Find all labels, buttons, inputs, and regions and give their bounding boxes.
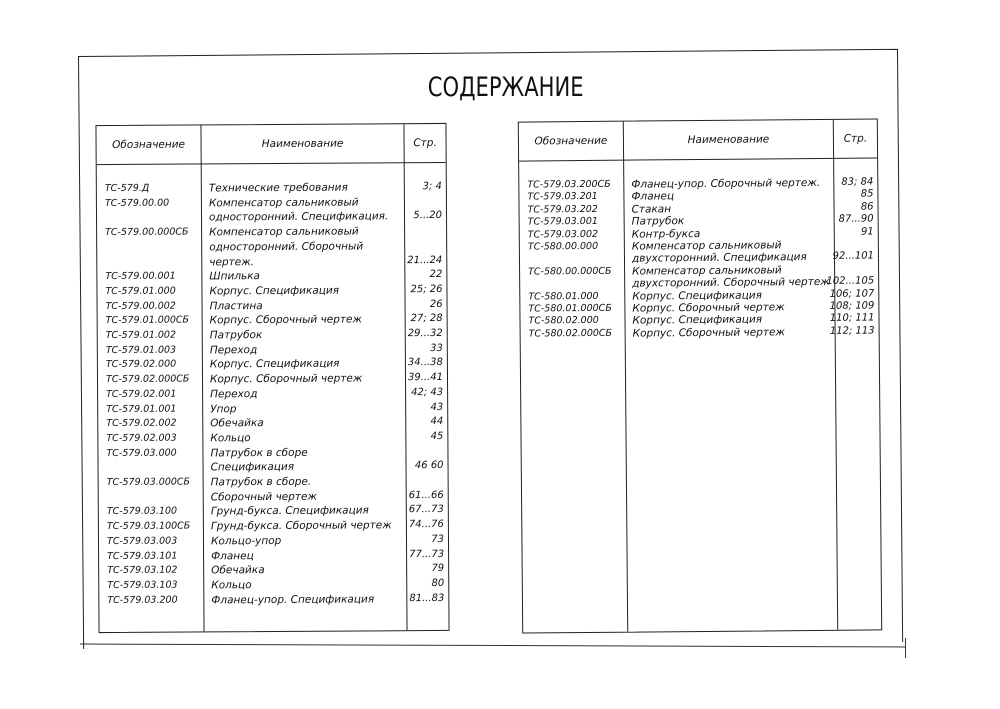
row-designation: ТС-579.00.002 bbox=[105, 300, 176, 312]
row-designation: ТС-580.01.000 bbox=[528, 290, 599, 303]
row-name: Обечайка bbox=[210, 417, 264, 430]
row-name: Фланец bbox=[631, 190, 675, 203]
row-name: Шпилька bbox=[209, 270, 261, 283]
row-page: 112; 113 bbox=[829, 325, 875, 337]
row-name: Переход bbox=[209, 343, 258, 357]
row-designation: ТС-580.00.000СБ bbox=[528, 265, 612, 278]
row-designation: ТС-579.03.102 bbox=[107, 564, 178, 577]
row-page: 77...73 bbox=[409, 548, 445, 560]
row-designation: ТС-579.Д bbox=[104, 182, 150, 195]
row-designation: ТС-579.01.003 bbox=[105, 344, 177, 356]
row-name: Компенсатор сальниковый bbox=[209, 225, 359, 239]
row-name: Кольцо bbox=[210, 432, 251, 445]
row-designation: ТС-579.03.000СБ bbox=[106, 476, 191, 489]
contents-table-left bbox=[95, 123, 449, 633]
row-page: 21...24 bbox=[407, 254, 443, 266]
row-name: Корпус. Сборочный чертеж bbox=[209, 313, 362, 327]
row-page: 86 bbox=[860, 201, 874, 213]
row-name: Сборочный чертеж bbox=[210, 490, 317, 504]
row-designation: ТС-579.03.002 bbox=[527, 228, 599, 241]
row-designation: ТС-579.03.200СБ bbox=[527, 178, 611, 191]
table-row bbox=[98, 372, 447, 386]
row-page: 43 bbox=[430, 401, 444, 413]
table-row bbox=[98, 446, 447, 460]
page-title: СОДЕРЖАНИЕ bbox=[427, 72, 584, 103]
row-name: двухсторонний. Сборочный чертеж bbox=[632, 276, 830, 290]
row-name: Упор bbox=[210, 402, 237, 415]
row-name: Патрубок bbox=[631, 215, 685, 228]
row-name: Кольцо bbox=[211, 579, 252, 592]
row-designation: ТС-579.01.001 bbox=[106, 403, 177, 415]
table-row bbox=[99, 519, 448, 533]
row-designation: ТС-579.03.101 bbox=[107, 550, 178, 562]
row-designation: ТС-579.03.100СБ bbox=[106, 520, 191, 533]
row-designation: ТС-579.01.000 bbox=[105, 285, 176, 297]
table-row bbox=[99, 490, 448, 504]
contents-table-right bbox=[518, 118, 882, 633]
row-page: 22 bbox=[429, 269, 443, 281]
header-page: Стр. bbox=[413, 136, 437, 150]
row-designation: ТС-580.02.000СБ bbox=[528, 327, 613, 340]
table-row bbox=[98, 357, 447, 371]
table-row bbox=[99, 460, 448, 474]
row-page: 44 bbox=[430, 416, 444, 428]
row-name: Патрубок в сборе. bbox=[210, 475, 312, 489]
table-row bbox=[98, 299, 447, 313]
row-page: 73 bbox=[431, 533, 445, 545]
row-page: 83; 84 bbox=[841, 176, 874, 188]
row-page: 106; 107 bbox=[829, 288, 875, 300]
row-designation: ТС-579.03.200 bbox=[107, 594, 178, 606]
row-name: Патрубок в сборе bbox=[210, 446, 308, 459]
row-page: 5...20 bbox=[413, 210, 443, 222]
row-name: Корпус. Спецификация bbox=[209, 284, 340, 298]
table-row bbox=[99, 534, 448, 548]
table-row bbox=[97, 181, 446, 195]
row-page: 87...90 bbox=[838, 213, 874, 225]
row-page: 102...105 bbox=[826, 275, 875, 288]
row-name: односторонний. Спецификация. bbox=[208, 210, 389, 224]
row-page: 29...32 bbox=[407, 327, 443, 340]
row-name: Технические требования bbox=[208, 181, 348, 195]
row-name: Корпус. Спецификация bbox=[209, 357, 340, 371]
row-name: Фланец bbox=[211, 549, 254, 562]
row-name: Патрубок bbox=[209, 329, 263, 342]
row-designation: ТС-580.01.000СБ bbox=[528, 302, 612, 315]
row-designation: ТС-579.03.103 bbox=[107, 579, 178, 591]
row-name: Пластина bbox=[209, 299, 263, 312]
table-row bbox=[98, 328, 447, 342]
row-page: 91 bbox=[860, 226, 874, 238]
table-row bbox=[98, 313, 447, 327]
row-name: Корпус. Сборочный чертеж bbox=[632, 326, 785, 340]
row-name: Спецификация bbox=[210, 461, 295, 474]
row-designation: ТС-579.01.000СБ bbox=[105, 314, 190, 327]
header-designation: Обозначение bbox=[112, 138, 186, 151]
row-page: 33 bbox=[430, 342, 443, 354]
row-name: Компенсатор сальниковый bbox=[632, 264, 782, 278]
row-page: 74...76 bbox=[408, 519, 444, 531]
header-name: Наименование bbox=[687, 133, 770, 147]
row-designation: ТС-579.03.201 bbox=[527, 191, 598, 203]
table-row bbox=[97, 210, 446, 224]
table-row bbox=[521, 325, 879, 340]
row-page: 26 bbox=[429, 298, 443, 310]
row-page: 46 60 bbox=[414, 460, 444, 472]
row-name: Стакан bbox=[631, 203, 672, 216]
table-row bbox=[98, 343, 447, 357]
row-page: 39...41 bbox=[407, 372, 444, 384]
row-designation: ТС-580.02.000 bbox=[528, 315, 599, 327]
row-page: 80 bbox=[431, 577, 445, 589]
row-page: 27; 28 bbox=[410, 313, 443, 325]
row-name: Грунд-букса. Сборочный чертеж bbox=[210, 519, 392, 533]
table-row bbox=[99, 578, 448, 592]
table-row bbox=[98, 431, 447, 445]
row-name: Корпус. Спецификация bbox=[632, 289, 762, 303]
table-row bbox=[97, 254, 446, 268]
row-designation: ТС-579.02.002 bbox=[106, 417, 177, 430]
header-name: Наименование bbox=[261, 137, 344, 151]
row-name: Грунд-букса. Спецификация bbox=[210, 504, 369, 518]
row-name: Фланец-упор. Сборочный чертеж. bbox=[631, 176, 821, 191]
row-name: Контр-букса bbox=[631, 227, 701, 241]
table-row bbox=[97, 196, 446, 210]
row-page: 25; 26 bbox=[410, 283, 443, 296]
row-designation: ТС-579.00.00 bbox=[104, 197, 170, 209]
row-designation: ТС-579.03.100 bbox=[106, 505, 178, 518]
row-name: чертеж. bbox=[209, 255, 255, 268]
row-designation: ТС-579.02.000СБ bbox=[105, 373, 190, 386]
row-page: 42; 43 bbox=[411, 386, 444, 398]
row-page: 67...73 bbox=[408, 504, 444, 516]
table-row bbox=[98, 401, 447, 415]
row-designation: ТС-579.03.001 bbox=[527, 216, 598, 228]
row-name: двухсторонний. Спецификация bbox=[631, 251, 807, 265]
row-designation: ТС-579.03.003 bbox=[106, 535, 178, 547]
row-name: Переход bbox=[210, 387, 258, 401]
row-name: Кольцо-упор bbox=[210, 534, 282, 548]
table-row bbox=[99, 563, 448, 577]
table-row bbox=[97, 240, 446, 254]
row-name: Обечайка bbox=[211, 564, 265, 577]
row-designation: ТС-580.00.000 bbox=[527, 240, 599, 253]
row-page: 81...83 bbox=[409, 592, 445, 604]
row-designation: ТС-579.01.002 bbox=[105, 329, 177, 342]
row-name: Корпус. Спецификация bbox=[632, 313, 763, 327]
row-designation: ТС-579.00.000СБ bbox=[105, 226, 189, 239]
row-page: 79 bbox=[431, 563, 445, 575]
table-row bbox=[99, 548, 448, 562]
row-designation: ТС-579.02.003 bbox=[106, 432, 177, 444]
table-row bbox=[97, 284, 446, 298]
row-page: 3; 4 bbox=[422, 180, 442, 193]
row-page: 61...66 bbox=[408, 489, 444, 501]
row-name: Корпус. Сборочный чертеж bbox=[632, 301, 785, 315]
row-designation: ТС-579.00.001 bbox=[105, 270, 176, 283]
sheet-corner-mark bbox=[905, 638, 906, 658]
row-page: 110; 111 bbox=[829, 312, 875, 325]
table-row bbox=[99, 593, 448, 607]
row-page: 45 bbox=[430, 430, 444, 442]
row-name: Фланец-упор. Спецификация bbox=[211, 592, 375, 606]
table-row bbox=[97, 225, 446, 239]
header-designation: Обозначение bbox=[534, 134, 608, 148]
row-name: Компенсатор сальниковый bbox=[631, 239, 782, 253]
table-row bbox=[99, 475, 448, 489]
row-page: 92...101 bbox=[832, 250, 875, 263]
row-designation: ТС-579.03.000 bbox=[106, 447, 177, 459]
row-page: 34...38 bbox=[407, 357, 443, 369]
row-designation: ТС-579.03.202 bbox=[527, 203, 598, 216]
row-name: односторонний. Сборочный bbox=[209, 240, 364, 254]
row-name: Компенсатор сальниковый bbox=[208, 196, 359, 210]
table-row bbox=[98, 416, 447, 430]
row-name: Корпус. Сборочный чертеж bbox=[209, 372, 363, 386]
row-designation: ТС-579.02.001 bbox=[106, 388, 177, 400]
table-row bbox=[98, 387, 447, 401]
row-page: 85 bbox=[860, 188, 874, 200]
header-page: Стр. bbox=[843, 132, 868, 145]
row-designation: ТС-579.02.000 bbox=[105, 358, 177, 371]
row-page: 108; 109 bbox=[829, 300, 875, 312]
table-row bbox=[97, 269, 446, 283]
table-row bbox=[99, 504, 448, 518]
